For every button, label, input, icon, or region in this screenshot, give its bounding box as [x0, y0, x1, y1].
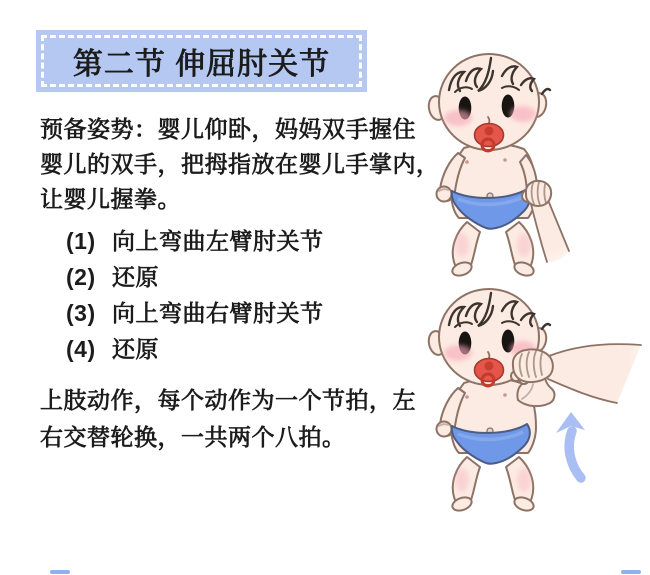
- up-arrow-icon: [556, 412, 585, 478]
- paragraph-line: 让婴儿握拳。: [40, 186, 181, 212]
- step-number: (2): [66, 264, 96, 290]
- step-item: [66, 223, 324, 259]
- paragraph-line: 预备姿势：婴儿仰卧，妈妈双手握住: [40, 116, 416, 142]
- tempo-paragraph: [40, 382, 416, 456]
- page-border-dash: [621, 570, 641, 574]
- illustration-top: [427, 54, 569, 278]
- paragraph-line: 上肢动作，每个动作为一个节拍，左: [40, 387, 416, 413]
- step-number: (1): [66, 228, 96, 254]
- step-number: (4): [66, 336, 96, 362]
- paragraph-line: 婴儿的双手，把拇指放在婴儿手掌内，: [40, 151, 440, 177]
- step-text: 向上弯曲左臂肘关节: [112, 228, 324, 254]
- page-border-dash: [50, 570, 70, 574]
- preparation-paragraph: [40, 112, 440, 217]
- step-item: [66, 331, 324, 367]
- step-list: [66, 223, 324, 367]
- illustration-bottom: [427, 289, 641, 513]
- step-item: [66, 295, 324, 331]
- step-number: (3): [66, 300, 96, 326]
- step-text: 向上弯曲右臂肘关节: [112, 300, 324, 326]
- step-item: [66, 259, 324, 295]
- step-text: 还原: [112, 264, 159, 290]
- exercise-illustrations: [390, 25, 650, 575]
- step-text: 还原: [112, 336, 159, 362]
- paragraph-line: 右交替轮换，一共两个八拍。: [40, 424, 346, 450]
- section-title-box: [36, 30, 367, 92]
- section-title: 第二节 伸屈肘关节: [72, 48, 331, 81]
